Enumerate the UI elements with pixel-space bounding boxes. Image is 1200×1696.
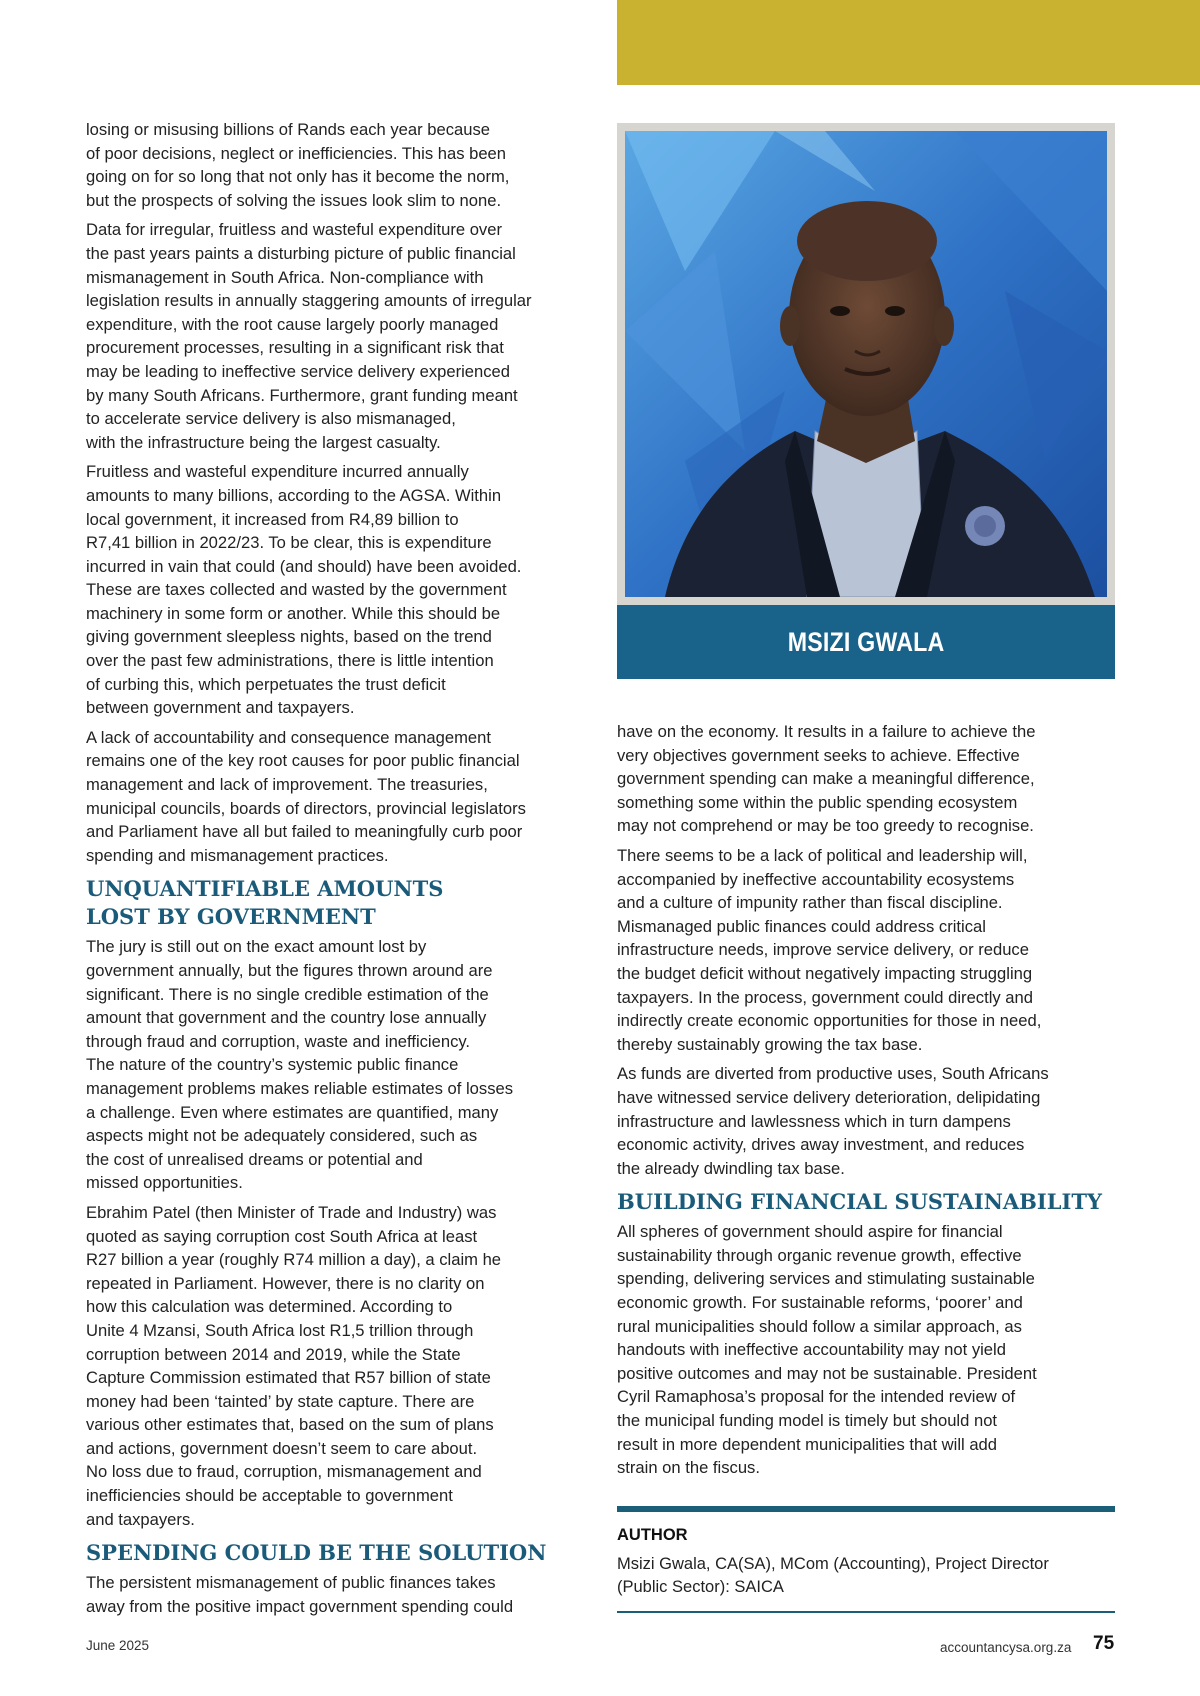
author-credentials: Msizi Gwala, CA(SA), MCom (Accounting), Project Director (Public Sector): SAICA [617, 1555, 1049, 1596]
author-portrait-image [625, 131, 1107, 597]
author-name: MSIZI GWALA [787, 626, 945, 657]
section-heading-unquantifiable: UNQUANTIFIABLE AMOUNTS LOST BY GOVERNMENT [86, 876, 444, 930]
paragraph: The jury is still out on the exact amount lost by government annually, but the figures thrown around are significant. There is no single credible estimation of the amount that government and the country lose annually through fraud and corruption, waste and inefficiency. The nature of the country’s systemic public finance management problems makes reliable estimates of losses a challenge. Even where estimates are quantified, many aspects might not be adequately considered, such as the cost of unrealised dreams or potential and missed opportunities. [86, 937, 514, 1193]
paragraph: Data for irregular, fruitless and wasteful expenditure over the past years paints a disturbing picture of public financial mismanagement in South Africa. Non-compliance with legislation results in annually staggering amounts of irregular expenditure, with the root cause largely poorly managed procurement processes, resulting in a significant risk that may be leading to ineffective service delivery experienced by many South Africans. Furthermore, grant funding meant to accelerate service delivery is also mismanaged, with the infrastructure being the largest casualty. [86, 220, 532, 452]
section-heading-spending: SPENDING COULD BE THE SOLUTION [86, 1540, 547, 1566]
author-box [617, 1526, 1115, 1599]
section-heading-building: BUILDING FINANCIAL SUSTAINABILITY [617, 1189, 1102, 1215]
author-photo-frame [617, 123, 1115, 605]
paragraph: The persistent mismanagement of public finances takes away from the positive impact government spending could [86, 1573, 514, 1616]
left-column [86, 118, 596, 1624]
header-accent-bar [617, 0, 1200, 85]
author-heading: AUTHOR [617, 1526, 688, 1544]
paragraph: All spheres of government should aspire for financial sustainability through organic revenue growth, effective spending, delivering services and stimulating sustainable economic growth. For sustainable reforms, ‘poorer’ and rural municipalities should follow a similar approach, as handouts with ineffective accountability may not yield positive outcomes and may not be sustainable. President Cyril Ramaphosa’s proposal for the intended review of the municipal funding model is timely but should not result in more dependent municipalities that will add strain on the fiscus. [617, 1222, 1037, 1478]
page-number: 75 [1093, 1633, 1115, 1654]
author-divider-bottom [617, 1611, 1115, 1613]
paragraph: As funds are diverted from productive uses, South Africans have witnessed service delivery deterioration, delipidating infrastructure and lawlessness which in turn dampens economic activity, drives away investment, and reduces the already dwindling tax base. [617, 1064, 1049, 1178]
paragraph: There seems to be a lack of political and leadership will, accompanied by ineffective accountability ecosystems and a culture of impunity rather than fiscal discipline. Mismanaged public finances could address critical infrastructure needs, improve service delivery, or reduce the budget deficit without negatively impacting struggling taxpayers. In the process, government could directly and indirectly create economic opportunities for those in need, thereby sustainably growing the tax base. [617, 845, 1042, 1054]
paragraph: A lack of accountability and consequence management remains one of the key root causes for poor public financial management and lack of improvement. The treasuries, municipal councils, boards of directors, provincial legislators and Parliament have all but failed to meaningfully curb poor spending and mismanagement practices. [86, 727, 526, 865]
paragraph: have on the economy. It results in a failure to achieve the very objectives government seeks to achieve. Effective government spending can make a meaningful difference, something some within the public spending ecosystem may not comprehend or may be too greedy to recognise. [617, 722, 1036, 836]
author-name-banner [617, 605, 1115, 679]
paragraph: Fruitless and wasteful expenditure incurred annually amounts to many billions, according to the AGSA. Within local government, it increased from R4,89 billion to R7,41 billion in 2022/23. To be clear, this is expenditure incurred in vain that could (and should) have been avoided. These are taxes collected and wasted by the government machinery in some form or another. While this should be giving government sleepless nights, based on the trend over the past few administrations, there is little intention of curbing this, which perpetuates the trust deficit between government and taxpayers. [86, 462, 522, 718]
footer-website: accountancysa.org.za [940, 1640, 1072, 1655]
footer-date: June 2025 [86, 1638, 150, 1653]
author-divider-top [617, 1506, 1115, 1512]
paragraph: losing or misusing billions of Rands each year because of poor decisions, neglect or inefficiencies. This has been going on for so long that not only has it become the norm, but the prospects of solving the issues look slim to none. [86, 120, 510, 210]
paragraph: Ebrahim Patel (then Minister of Trade and Industry) was quoted as saying corruption cost South Africa at least R27 billion a year (roughly R74 million a day), a claim he repeated in Parliament. However, there is no clarity on how this calculation was determined. According to Unite 4 Mzansi, South Africa lost R1,5 trillion through corruption between 2014 and 2019, while the State Capture Commission estimated that R57 billion of state money had been ‘tainted’ by state capture. There are various other estimates that, based on the sum of plans and actions, government doesn’t seem to care about. No loss due to fraud, corruption, mismanagement and inefficiencies should be acceptable to government and taxpayers. [86, 1202, 502, 1529]
right-column [617, 720, 1117, 1486]
